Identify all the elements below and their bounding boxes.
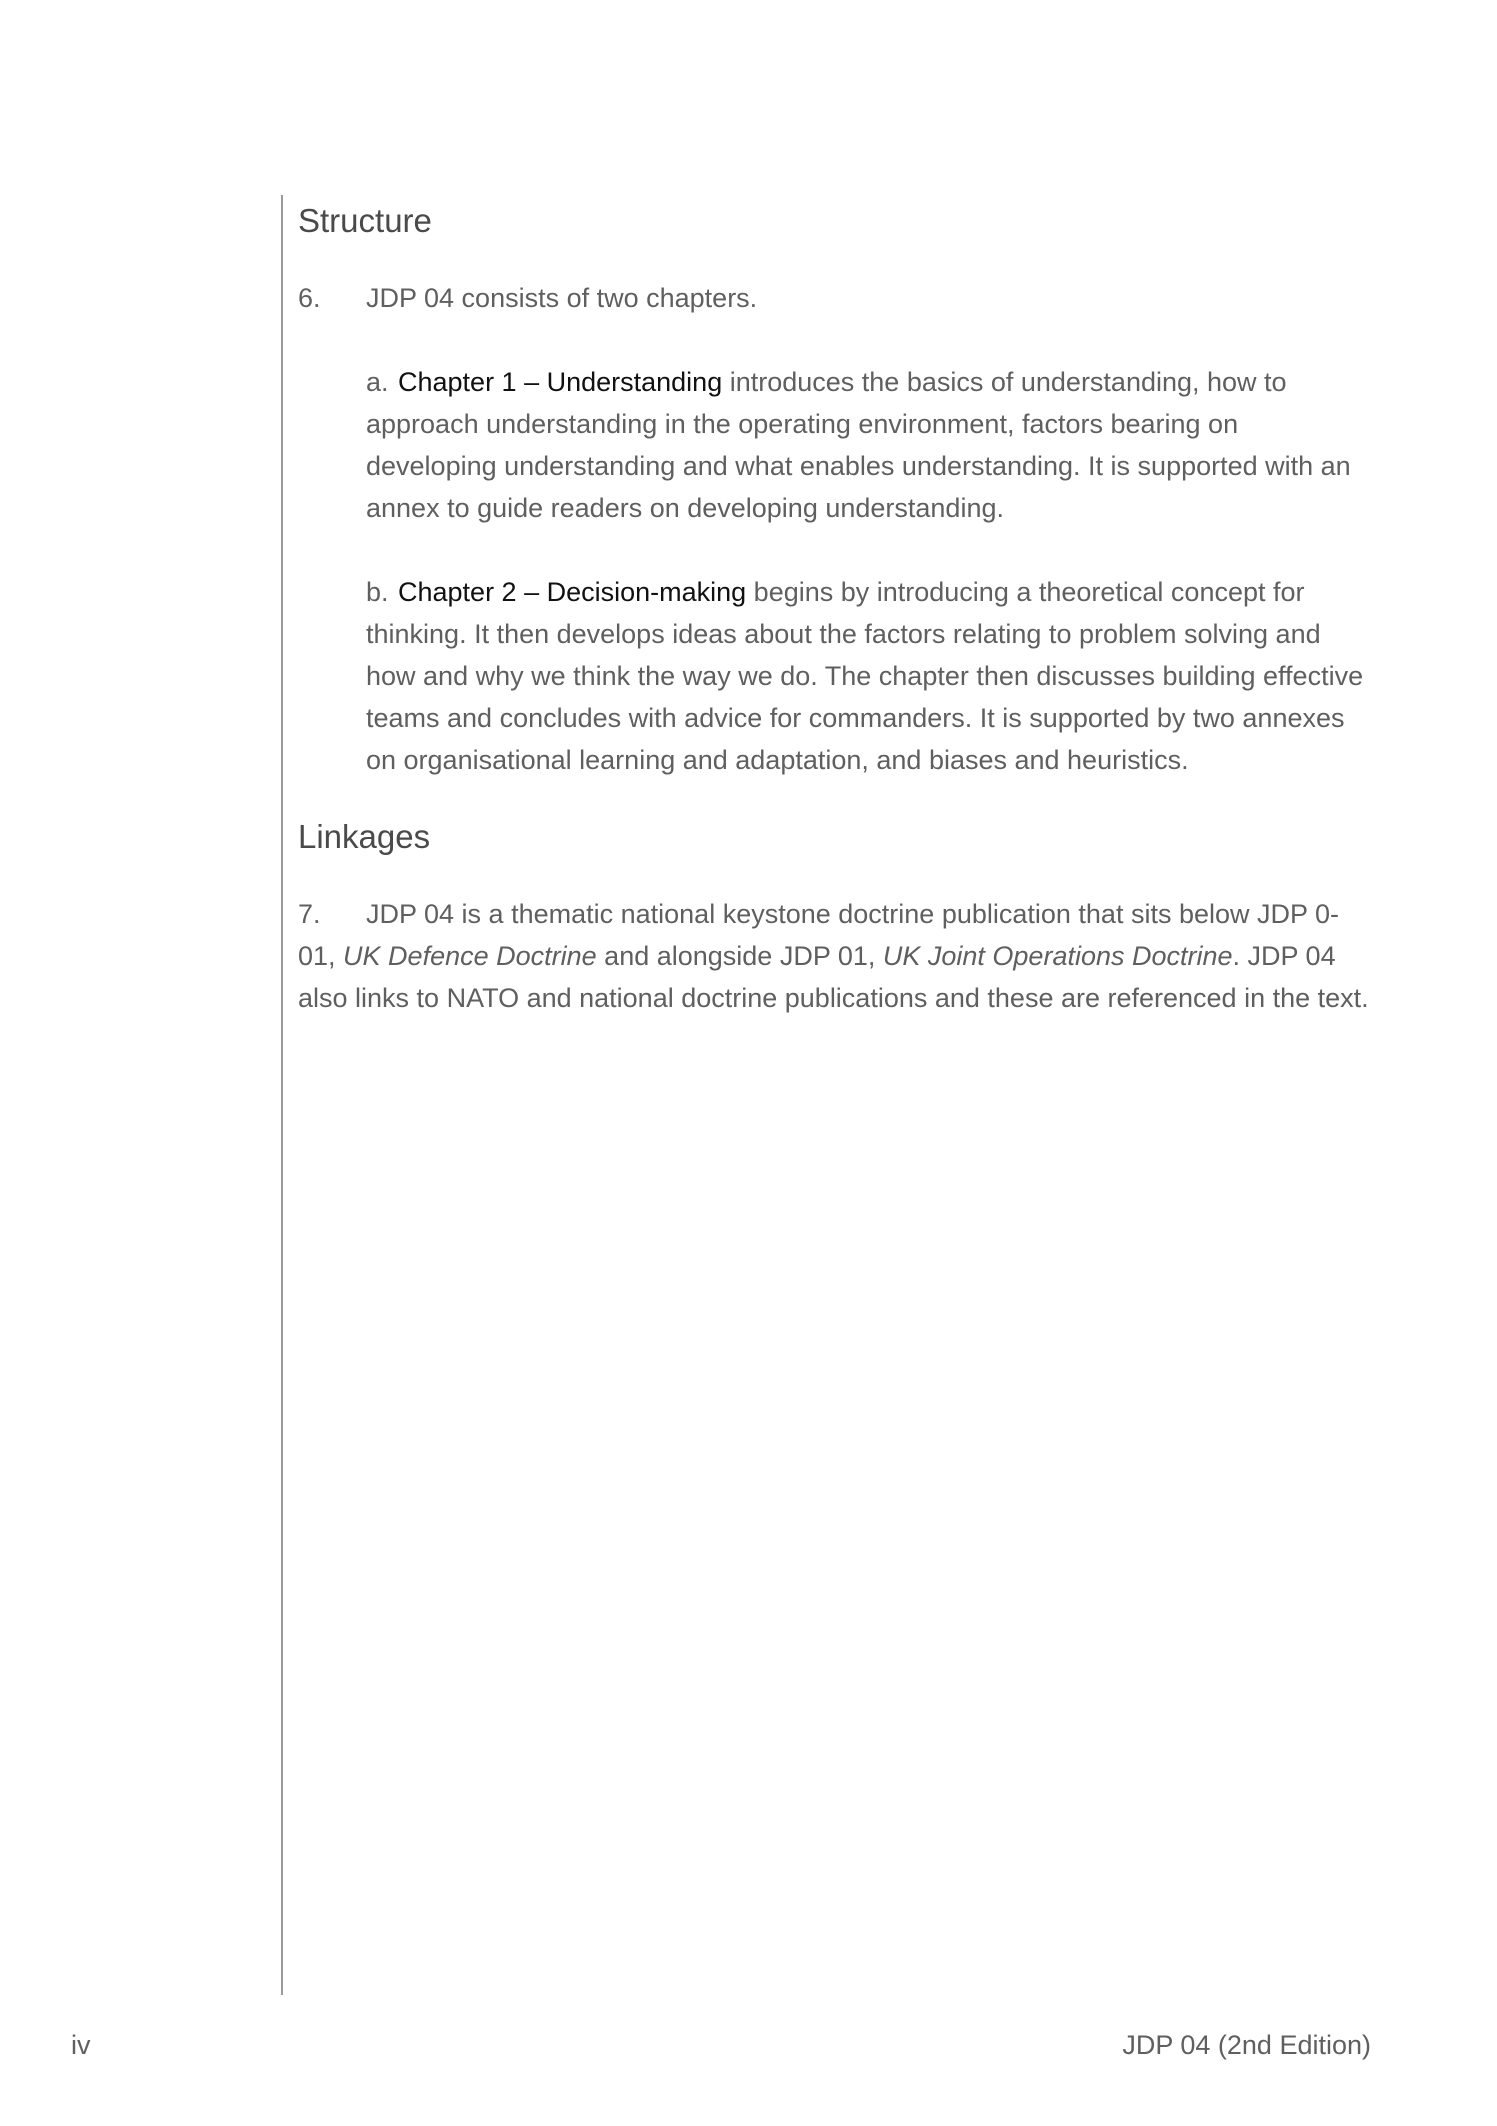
sub-item-letter: a.	[366, 367, 389, 397]
sub-item-text: introduces the basics of understanding, how to approach understanding in the operating environment, factors bearing on developing understanding and what enables understanding. It is supported with an annex to guide readers on developing understanding.	[366, 367, 1351, 523]
paragraph-6	[298, 277, 1373, 319]
sub-item-letter: b.	[366, 577, 389, 607]
paragraph-number: 7.	[298, 899, 321, 929]
section-heading-structure: Structure	[298, 202, 432, 239]
paragraph-text: JDP 04 consists of two chapters.	[366, 283, 758, 313]
sub-item-b	[366, 571, 1373, 781]
margin-rule	[281, 195, 283, 1995]
paragraph-number: 6.	[298, 283, 321, 313]
page-content	[298, 195, 1373, 1019]
paragraph-text-1: JDP 04 is a thematic national keystone doctrine publication that sits below JDP 0-01,	[298, 899, 1340, 971]
publication-title-joint-operations: UK Joint Operations Doctrine	[882, 941, 1233, 971]
page-number: iv	[71, 2030, 91, 2060]
sub-item-text: begins by introducing a theoretical concept for thinking. It then develops ideas about the factors relating to problem solving and how and why we think the way we do. The chapter then discusses building effective teams and concludes with advice for commanders. It is supported by two annexes on organisational learning and adaptation, and biases and heuristics.	[366, 577, 1364, 775]
chapter-2-title: Chapter 2 – Decision-making	[398, 577, 747, 607]
sub-item-a	[366, 361, 1373, 529]
publication-title-defence-doctrine: UK Defence Doctrine	[343, 941, 597, 971]
publication-footer: JDP 04 (2nd Edition)	[1122, 2030, 1371, 2060]
paragraph-7	[298, 893, 1373, 1019]
paragraph-text-2: and alongside JDP 01,	[596, 941, 883, 971]
paragraph-text-3: . JDP 04 also links to NATO and national doctrine publications and these are referenced in the text.	[298, 941, 1369, 1013]
chapter-1-title: Chapter 1 – Understanding	[398, 367, 723, 397]
section-heading-linkages: Linkages	[298, 818, 431, 855]
